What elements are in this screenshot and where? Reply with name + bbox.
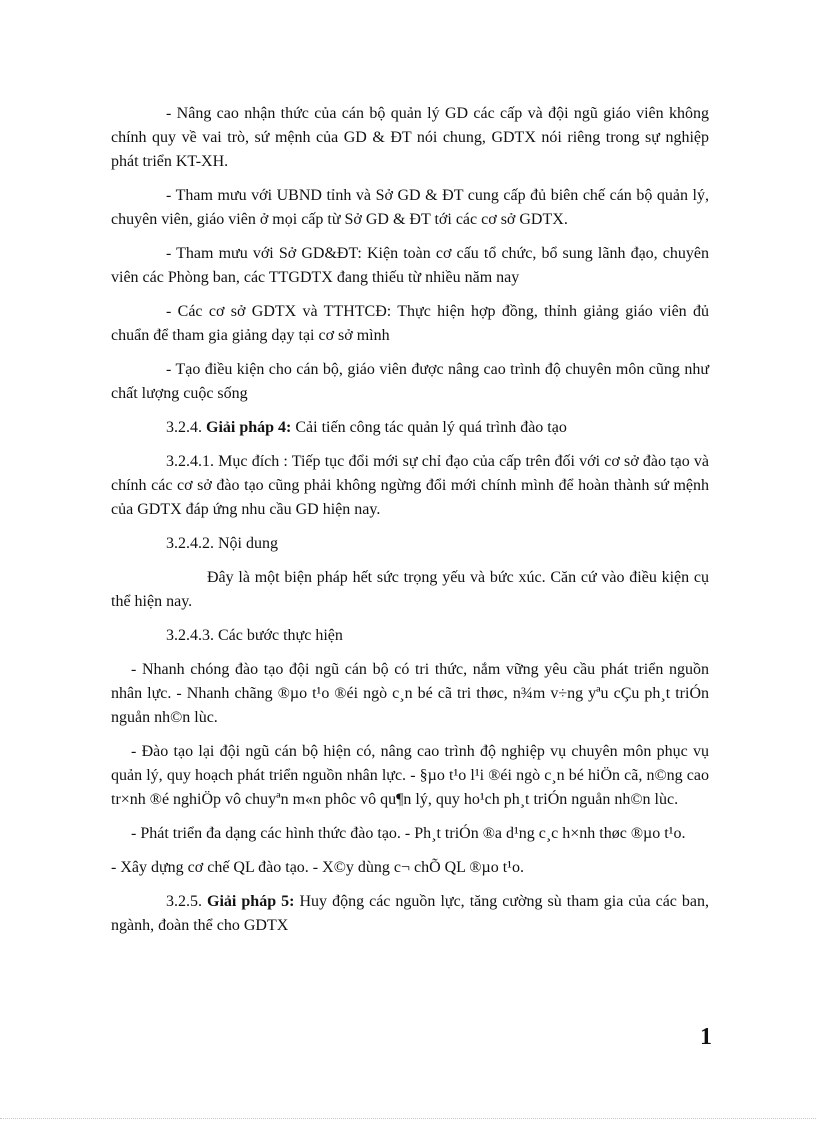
subsection-3-2-4-2: 3.2.4.2. Nội dung xyxy=(166,535,278,552)
section-label: Giải pháp 5: xyxy=(207,893,295,910)
paragraph: - Các cơ sở GDTX và TTHTCĐ: Thực hiện hợp đồng, thỉnh giảng giáo viên đủ chuẩn để tham gia giảng dạy tại cơ sở mình xyxy=(111,303,709,344)
step-item: - Phát triển đa dạng các hình thức đào tạo. - Ph¸t triÓn ®a d¹ng c¸c h×nh thøc ®µo t¹o. xyxy=(131,825,686,842)
step-item: - Nhanh chóng đào tạo đội ngũ cán bộ có tri thức, nắm vững yêu cầu phát triển nguồn nhân lực. - Nhanh chãng ®µo t¹o ®éi ngò c¸n bé cã tri thøc, n¾m v÷ng yªu cÇu ph¸t triÓn nguån nh©n lùc. xyxy=(111,661,709,726)
step-item: - Đào tạo lại đội ngũ cán bộ hiện có, nâng cao trình độ nghiệp vụ chuyên môn phục vụ quản lý, quy hoạch phát triển nguồn nhân lực. - §µo t¹o l¹i ®éi ngò c¸n bé hiÖn cã, n©ng cao tr×nh ®é nghiÖp vô chuyªn m«n phôc vô qu¶n lý, quy ho¹ch ph¸t triÓn nguån nh©n lùc. xyxy=(111,743,709,808)
step-item: - Xây dựng cơ chế QL đào tạo. - X©y dùng c¬ chÕ QL ®µo t¹o. xyxy=(111,859,524,876)
subsection-3-2-4-3: 3.2.4.3. Các bước thực hiện xyxy=(166,627,343,644)
paragraph: - Nâng cao nhận thức của cán bộ quản lý GD các cấp và đội ngũ giáo viên không chính quy về vai trò, sứ mệnh của GD & ĐT nói chung, GDTX nói riêng trong sự nghiệp phát triển KT-XH. xyxy=(111,105,709,170)
page-bottom-divider xyxy=(0,1118,816,1119)
section-title: Cải tiến công tác quản lý quá trình đào tạo xyxy=(295,419,567,436)
section-label: Giải pháp 4: xyxy=(206,419,292,436)
section-number: 3.2.5. xyxy=(166,893,202,910)
section-title: Huy động các nguồn lực, tăng cường sù tham gia của các ban, ngành, đoàn thể cho GDTX xyxy=(111,893,710,934)
section-heading-3-2-4 xyxy=(111,416,709,440)
page-number: 1 xyxy=(700,1024,712,1050)
section-number: 3.2.4. xyxy=(166,419,202,436)
paragraph: - Tạo điều kiện cho cán bộ, giáo viên được nâng cao trình độ chuyên môn cũng như chất lượng cuộc sống xyxy=(111,361,709,402)
section-heading-3-2-5 xyxy=(111,890,709,938)
paragraph: - Tham mưu với UBND tỉnh và Sở GD & ĐT cung cấp đủ biên chế cán bộ quản lý, chuyên viên, giáo viên ở mọi cấp từ Sở GD & ĐT tới các cơ sở GDTX. xyxy=(111,187,709,228)
paragraph: Đây là một biện pháp hết sức trọng yếu và bức xúc. Căn cứ vào điều kiện cụ thể hiện nay. xyxy=(111,569,709,610)
document-body xyxy=(111,102,709,948)
subsection-3-2-4-1: 3.2.4.1. Mục đích : Tiếp tục đổi mới sự chỉ đạo của cấp trên đối với cơ sở đào tạo và chính các cơ sở đào tạo cũng phải không ngừng đổi mới chính mình để hoàn thành sứ mệnh của GDTX đáp ứng nhu cầu GD hiện nay. xyxy=(111,453,709,518)
paragraph: - Tham mưu với Sở GD&ĐT: Kiện toàn cơ cấu tổ chức, bổ sung lãnh đạo, chuyên viên các Phòng ban, các TTGDTX đang thiếu từ nhiều năm nay xyxy=(111,245,709,286)
